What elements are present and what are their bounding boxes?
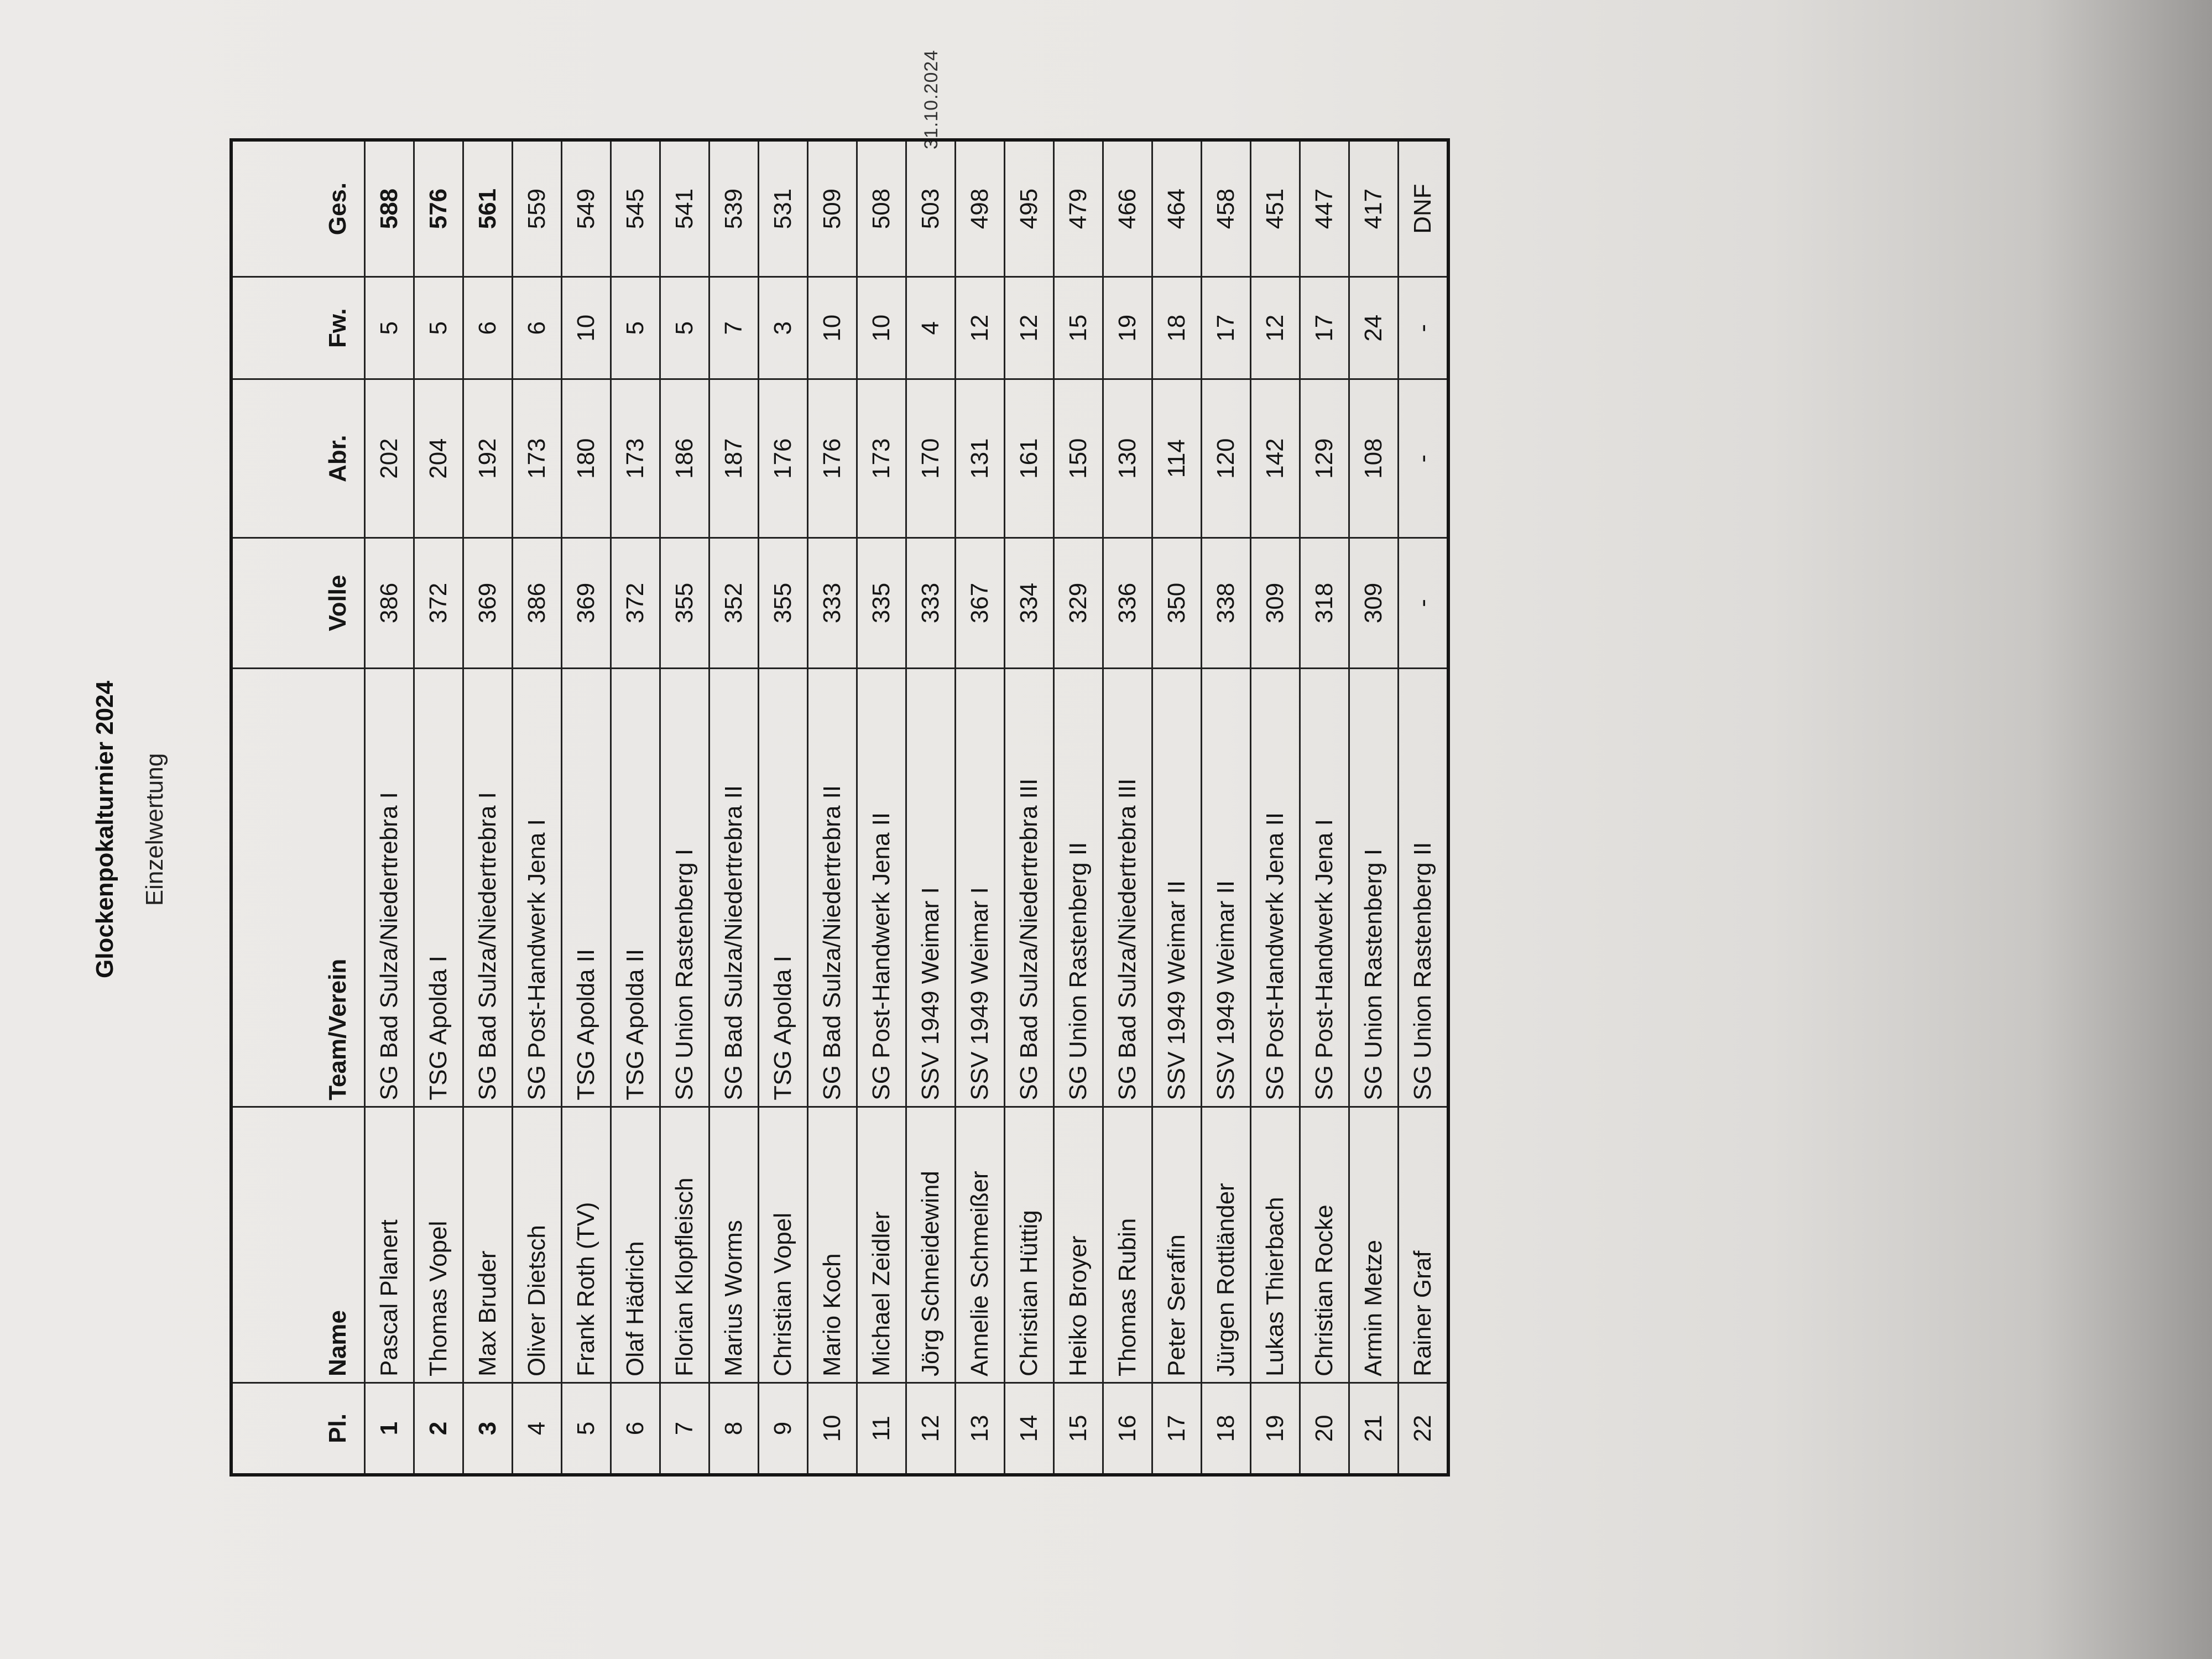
cell-abr: 202 — [365, 379, 414, 538]
cell-pl: 22 — [1399, 1383, 1449, 1475]
cell-name: Lukas Thierbach — [1251, 1107, 1300, 1383]
cell-pl: 6 — [611, 1383, 660, 1475]
cell-ges: 561 — [463, 140, 513, 277]
table-row — [562, 140, 611, 1475]
header-team: Team/Verein — [231, 668, 365, 1107]
cell-abr: 120 — [1202, 379, 1251, 538]
cell-pl: 4 — [513, 1383, 562, 1475]
cell-fw: 4 — [906, 277, 956, 379]
cell-ges: 545 — [611, 140, 660, 277]
cell-fw: 6 — [513, 277, 562, 379]
cell-ges: 466 — [1103, 140, 1152, 277]
cell-pl: 18 — [1202, 1383, 1251, 1475]
cell-name: Thomas Rubin — [1103, 1107, 1152, 1383]
cell-team: SSV 1949 Weimar I — [906, 668, 956, 1107]
cell-volle: 355 — [660, 538, 709, 668]
cell-fw: 12 — [1251, 277, 1300, 379]
cell-team: SG Bad Sulza/Niedertrebra III — [1005, 668, 1054, 1107]
cell-volle: 386 — [513, 538, 562, 668]
cell-abr: 150 — [1054, 379, 1103, 538]
cell-pl: 16 — [1103, 1383, 1152, 1475]
cell-volle: 369 — [463, 538, 513, 668]
cell-volle: 309 — [1251, 538, 1300, 668]
cell-ges: 559 — [513, 140, 562, 277]
cell-name: Jörg Schneidewind — [906, 1107, 956, 1383]
cell-team: SSV 1949 Weimar I — [956, 668, 1005, 1107]
cell-abr: 130 — [1103, 379, 1152, 538]
cell-ges: 451 — [1251, 140, 1300, 277]
cell-name: Frank Roth (TV) — [562, 1107, 611, 1383]
cell-fw: 10 — [857, 277, 906, 379]
cell-team: SG Bad Sulza/Niedertrebra I — [463, 668, 513, 1107]
cell-volle: 329 — [1054, 538, 1103, 668]
cell-abr: 192 — [463, 379, 513, 538]
cell-team: SG Union Rastenberg I — [1349, 668, 1399, 1107]
cell-abr: 176 — [759, 379, 808, 538]
cell-name: Heiko Broyer — [1054, 1107, 1103, 1383]
table-row — [956, 140, 1005, 1475]
cell-ges: 576 — [414, 140, 463, 277]
cell-pl: 20 — [1300, 1383, 1349, 1475]
cell-pl: 17 — [1152, 1383, 1202, 1475]
cell-ges: 503 — [906, 140, 956, 277]
cell-pl: 3 — [463, 1383, 513, 1475]
table-row — [611, 140, 660, 1475]
cell-pl: 12 — [906, 1383, 956, 1475]
cell-pl: 8 — [709, 1383, 759, 1475]
cell-volle: 355 — [759, 538, 808, 668]
cell-volle: 369 — [562, 538, 611, 668]
cell-ges: 495 — [1005, 140, 1054, 277]
table-row — [1054, 140, 1103, 1475]
cell-abr: 187 — [709, 379, 759, 538]
cell-fw: 5 — [365, 277, 414, 379]
cell-fw: 12 — [1005, 277, 1054, 379]
cell-volle: 333 — [808, 538, 857, 668]
header-volle: Volle — [231, 538, 365, 668]
cell-fw: 6 — [463, 277, 513, 379]
cell-pl: 9 — [759, 1383, 808, 1475]
cell-volle: 333 — [906, 538, 956, 668]
table-row — [709, 140, 759, 1475]
cell-pl: 13 — [956, 1383, 1005, 1475]
document-title: Glockenpokalturnier 2024 — [91, 681, 118, 978]
cell-team: SG Bad Sulza/Niedertrebra I — [365, 668, 414, 1107]
cell-team: SG Bad Sulza/Niedertrebra II — [808, 668, 857, 1107]
cell-name: Olaf Hädrich — [611, 1107, 660, 1383]
cell-abr: 173 — [611, 379, 660, 538]
cell-abr: 170 — [906, 379, 956, 538]
table-row — [906, 140, 956, 1475]
cell-team: SG Post-Handwerk Jena II — [1251, 668, 1300, 1107]
document-date: 31.10.2024 — [921, 49, 942, 149]
cell-volle: - — [1399, 538, 1449, 668]
cell-name: Marius Worms — [709, 1107, 759, 1383]
cell-volle: 350 — [1152, 538, 1202, 668]
table-row — [1349, 140, 1399, 1475]
cell-abr: 108 — [1349, 379, 1399, 538]
cell-abr: 114 — [1152, 379, 1202, 538]
cell-abr: 180 — [562, 379, 611, 538]
header-abr: Abr. — [231, 379, 365, 538]
header-fw: Fw. — [231, 277, 365, 379]
cell-pl: 21 — [1349, 1383, 1399, 1475]
table-row — [660, 140, 709, 1475]
cell-abr: 131 — [956, 379, 1005, 538]
cell-abr: 142 — [1251, 379, 1300, 538]
cell-volle: 372 — [414, 538, 463, 668]
cell-fw: 17 — [1202, 277, 1251, 379]
cell-pl: 19 — [1251, 1383, 1300, 1475]
cell-team: SSV 1949 Weimar II — [1152, 668, 1202, 1107]
cell-volle: 367 — [956, 538, 1005, 668]
cell-team: SG Union Rastenberg I — [660, 668, 709, 1107]
cell-name: Oliver Dietsch — [513, 1107, 562, 1383]
cell-fw: 18 — [1152, 277, 1202, 379]
cell-ges: 531 — [759, 140, 808, 277]
cell-pl: 15 — [1054, 1383, 1103, 1475]
cell-fw: 12 — [956, 277, 1005, 379]
cell-pl: 14 — [1005, 1383, 1054, 1475]
header-pl: Pl. — [231, 1383, 365, 1475]
cell-ges: 509 — [808, 140, 857, 277]
cell-name: Rainer Graf — [1399, 1107, 1449, 1383]
cell-abr: 129 — [1300, 379, 1349, 538]
document-subtitle: Einzelwertung — [141, 753, 168, 906]
cell-volle: 335 — [857, 538, 906, 668]
cell-team: TSG Apolda II — [611, 668, 660, 1107]
cell-team: SSV 1949 Weimar II — [1202, 668, 1251, 1107]
table-row — [759, 140, 808, 1475]
table-row — [513, 140, 562, 1475]
cell-pl: 1 — [365, 1383, 414, 1475]
table-row — [808, 140, 857, 1475]
cell-fw: 3 — [759, 277, 808, 379]
cell-team: SG Bad Sulza/Niedertrebra III — [1103, 668, 1152, 1107]
cell-fw: 17 — [1300, 277, 1349, 379]
cell-ges: 464 — [1152, 140, 1202, 277]
cell-ges: 541 — [660, 140, 709, 277]
cell-fw: 5 — [660, 277, 709, 379]
cell-abr: 204 — [414, 379, 463, 538]
cell-team: SG Union Rastenberg II — [1399, 668, 1449, 1107]
cell-fw: 10 — [808, 277, 857, 379]
cell-name: Christian Hüttig — [1005, 1107, 1054, 1383]
cell-name: Florian Klopfleisch — [660, 1107, 709, 1383]
cell-pl: 5 — [562, 1383, 611, 1475]
cell-team: SG Union Rastenberg II — [1054, 668, 1103, 1107]
cell-ges: 508 — [857, 140, 906, 277]
cell-abr: 173 — [513, 379, 562, 538]
cell-fw: 5 — [611, 277, 660, 379]
cell-volle: 352 — [709, 538, 759, 668]
cell-team: TSG Apolda I — [414, 668, 463, 1107]
cell-name: Mario Koch — [808, 1107, 857, 1383]
cell-pl: 11 — [857, 1383, 906, 1475]
table-row — [1399, 140, 1449, 1475]
cell-ges: DNF — [1399, 140, 1449, 277]
cell-volle: 338 — [1202, 538, 1251, 668]
cell-abr: - — [1399, 379, 1449, 538]
cell-abr: 176 — [808, 379, 857, 538]
cell-ges: 417 — [1349, 140, 1399, 277]
cell-volle: 372 — [611, 538, 660, 668]
cell-name: Thomas Vopel — [414, 1107, 463, 1383]
cell-abr: 173 — [857, 379, 906, 538]
table-header-row — [231, 140, 365, 1475]
cell-fw: 24 — [1349, 277, 1399, 379]
table-row — [857, 140, 906, 1475]
cell-name: Peter Serafin — [1152, 1107, 1202, 1383]
cell-team: SG Post-Handwerk Jena I — [1300, 668, 1349, 1107]
cell-team: SG Bad Sulza/Niedertrebra II — [709, 668, 759, 1107]
table-row — [365, 140, 414, 1475]
cell-name: Armin Metze — [1349, 1107, 1399, 1383]
cell-ges: 539 — [709, 140, 759, 277]
cell-team: SG Post-Handwerk Jena II — [857, 668, 906, 1107]
cell-fw: 15 — [1054, 277, 1103, 379]
cell-ges: 549 — [562, 140, 611, 277]
table-row — [463, 140, 513, 1475]
cell-ges: 458 — [1202, 140, 1251, 277]
results-body — [365, 140, 1449, 1475]
cell-abr: 161 — [1005, 379, 1054, 538]
cell-fw: 10 — [562, 277, 611, 379]
header-name: Name — [231, 1107, 365, 1383]
cell-team: TSG Apolda I — [759, 668, 808, 1107]
table-row — [1005, 140, 1054, 1475]
cell-pl: 2 — [414, 1383, 463, 1475]
cell-name: Annelie Schmeißer — [956, 1107, 1005, 1383]
cell-fw: 19 — [1103, 277, 1152, 379]
cell-name: Pascal Planert — [365, 1107, 414, 1383]
cell-name: Max Bruder — [463, 1107, 513, 1383]
header-ges: Ges. — [231, 140, 365, 277]
cell-volle: 318 — [1300, 538, 1349, 668]
cell-pl: 10 — [808, 1383, 857, 1475]
table-row — [414, 140, 463, 1475]
table-row — [1103, 140, 1152, 1475]
cell-volle: 336 — [1103, 538, 1152, 668]
cell-fw: - — [1399, 277, 1449, 379]
table-row — [1251, 140, 1300, 1475]
cell-volle: 334 — [1005, 538, 1054, 668]
cell-ges: 588 — [365, 140, 414, 277]
cell-name: Christian Rocke — [1300, 1107, 1349, 1383]
table-row — [1202, 140, 1251, 1475]
cell-fw: 5 — [414, 277, 463, 379]
cell-volle: 386 — [365, 538, 414, 668]
cell-name: Michael Zeidler — [857, 1107, 906, 1383]
cell-name: Jürgen Rottländer — [1202, 1107, 1251, 1383]
cell-volle: 309 — [1349, 538, 1399, 668]
cell-pl: 7 — [660, 1383, 709, 1475]
cell-team: TSG Apolda II — [562, 668, 611, 1107]
results-table — [229, 138, 1450, 1477]
cell-name: Christian Vopel — [759, 1107, 808, 1383]
table-row — [1300, 140, 1349, 1475]
cell-team: SG Post-Handwerk Jena I — [513, 668, 562, 1107]
cell-ges: 447 — [1300, 140, 1349, 277]
cell-abr: 186 — [660, 379, 709, 538]
cell-ges: 498 — [956, 140, 1005, 277]
cell-ges: 479 — [1054, 140, 1103, 277]
cell-fw: 7 — [709, 277, 759, 379]
table-row — [1152, 140, 1202, 1475]
